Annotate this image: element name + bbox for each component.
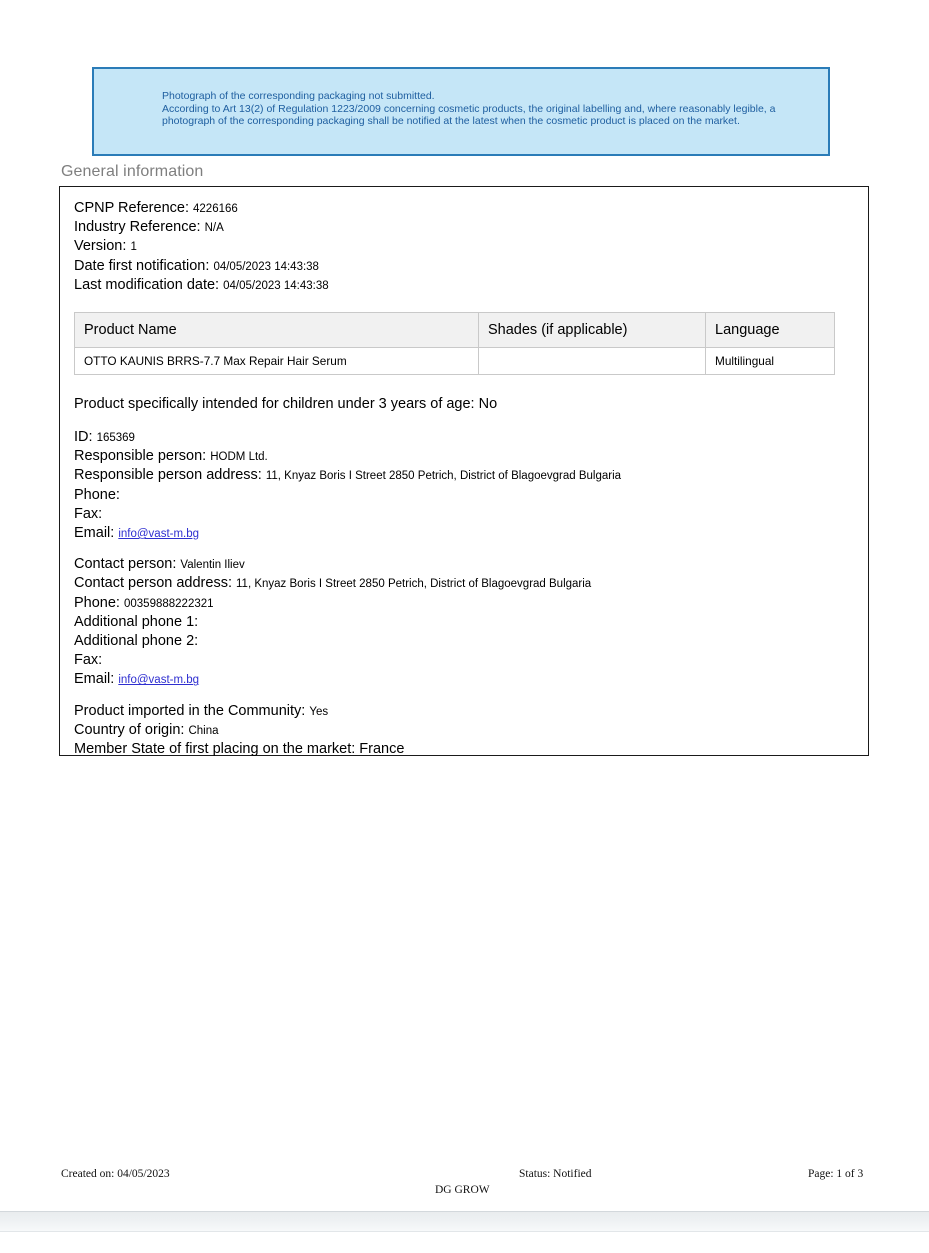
contact-person-value: Valentin Iliev xyxy=(180,559,245,572)
responsible-fax-row xyxy=(74,505,856,524)
origin-block xyxy=(74,702,856,759)
date-first-notification-label: Date first notification: xyxy=(74,257,210,274)
responsible-address-row xyxy=(74,466,856,485)
cpnp-reference-label: CPNP Reference: xyxy=(74,200,189,216)
responsible-person-label: Responsible person: xyxy=(74,448,207,465)
imported-in-community-label: Product imported in the Community: xyxy=(74,702,306,719)
cpnp-reference-row xyxy=(74,199,856,218)
industry-reference-label: Industry Reference: xyxy=(74,219,201,236)
footer-organisation: DG GROW xyxy=(435,1184,490,1196)
responsible-email-link[interactable]: info@vast-m.bg xyxy=(118,528,200,541)
contact-phone-label: Phone: xyxy=(74,594,120,611)
product-table xyxy=(74,312,835,375)
contact-address-label: Contact person address: xyxy=(74,575,232,592)
imported-in-community-row xyxy=(74,702,856,721)
contact-email-row xyxy=(74,670,856,689)
member-state-row xyxy=(74,740,856,758)
page-separator-band xyxy=(0,1211,929,1232)
responsible-id-label: ID: xyxy=(74,429,93,446)
last-modification-value: 04/05/2023 14:43:38 xyxy=(223,279,329,292)
country-of-origin-row xyxy=(74,721,856,740)
contact-additional-phone-2-row xyxy=(74,632,856,651)
responsible-id-value: 165369 xyxy=(96,432,135,445)
contact-person-label: Contact person: xyxy=(74,556,177,573)
date-first-notification-row xyxy=(74,257,856,276)
version-value: 1 xyxy=(130,241,137,254)
responsible-address-value: 11, Knyaz Boris I Street 2850 Petrich, District of Blagoevgrad Bulgaria xyxy=(265,470,622,483)
contact-email-link[interactable]: info@vast-m.bg xyxy=(118,674,200,687)
footer-status: Status: Notified xyxy=(519,1168,592,1180)
responsible-email-label: Email: xyxy=(74,525,115,542)
date-first-notification-value: 04/05/2023 14:43:38 xyxy=(213,260,319,273)
responsible-phone-label: Phone: xyxy=(74,486,120,503)
table-header-row xyxy=(75,313,835,348)
industry-reference-row xyxy=(74,218,856,237)
responsible-phone-row xyxy=(74,486,856,505)
general-information-panel xyxy=(59,186,869,756)
country-of-origin-value: China xyxy=(188,724,219,737)
contact-phone-value: 00359888222321 xyxy=(124,597,214,610)
member-state-value: France xyxy=(359,741,405,758)
children-under-three-value: No xyxy=(478,396,498,413)
children-under-three-label: Product specifically intended for children under 3 years of age: xyxy=(74,396,475,413)
packaging-photo-notice xyxy=(92,67,830,156)
footer-page-number: Page: 1 of 3 xyxy=(808,1168,864,1180)
country-of-origin-label: Country of origin: xyxy=(74,721,185,738)
responsible-email-row xyxy=(74,524,856,543)
contact-additional-phone-2-label: Additional phone 2: xyxy=(74,633,199,650)
contact-fax-row xyxy=(74,651,856,670)
column-header-shades: Shades (if applicable) xyxy=(479,313,706,348)
spacer-after-responsible xyxy=(74,543,856,555)
product-table-head xyxy=(75,313,835,348)
member-state-label: Member State of first placing on the market: xyxy=(74,741,356,758)
table-row xyxy=(75,348,835,375)
page-footer xyxy=(0,1160,929,1210)
notice-text-block xyxy=(162,90,817,128)
version-row xyxy=(74,237,856,256)
column-header-language: Language xyxy=(706,313,835,348)
contact-phone-row xyxy=(74,594,856,613)
cell-product-name: OTTO KAUNIS BRRS-7.7 Max Repair Hair Serum xyxy=(75,348,479,375)
column-header-product-name: Product Name xyxy=(75,313,479,348)
general-information-content xyxy=(74,199,856,758)
responsible-person-row xyxy=(74,447,856,466)
responsible-person-value: HODM Ltd. xyxy=(210,451,268,464)
contact-email-label: Email: xyxy=(74,671,115,688)
footer-created-on: Created on: 04/05/2023 xyxy=(61,1168,170,1180)
notice-line-1: Photograph of the corresponding packaging not submitted. xyxy=(162,90,435,102)
responsible-fax-label: Fax: xyxy=(74,505,103,522)
contact-additional-phone-1-label: Additional phone 1: xyxy=(74,613,199,630)
responsible-id-row xyxy=(74,428,856,447)
cpnp-reference-value: 4226166 xyxy=(193,203,238,215)
last-modification-label: Last modification date: xyxy=(74,276,220,293)
cell-language: Multilingual xyxy=(706,348,835,375)
responsible-address-label: Responsible person address: xyxy=(74,467,262,484)
contact-additional-phone-1-row xyxy=(74,613,856,632)
contact-address-row xyxy=(74,574,856,593)
spacer-after-children xyxy=(74,413,856,428)
product-table-body xyxy=(75,348,835,375)
imported-in-community-value: Yes xyxy=(309,705,329,718)
contact-address-value: 11, Knyaz Boris I Street 2850 Petrich, District of Blagoevgrad Bulgaria xyxy=(236,578,592,591)
contact-person-row xyxy=(74,555,856,574)
contact-fax-label: Fax: xyxy=(74,652,103,669)
spacer-after-contact xyxy=(74,690,856,702)
notice-line-2: According to Art 13(2) of Regulation 1223/2009 concerning cosmetic products, the original labelling and, where reasonably legible, a photograph of the corresponding packaging shall be notified at the latest when the cosmetic product is placed on the market. xyxy=(162,102,776,128)
page-title: General information xyxy=(61,163,204,180)
children-under-three-row xyxy=(74,395,856,413)
last-modification-row xyxy=(74,276,856,295)
industry-reference-value: N/A xyxy=(204,222,224,235)
contact-person-block xyxy=(74,555,856,689)
responsible-person-block xyxy=(74,428,856,543)
version-label: Version: xyxy=(74,238,127,255)
cell-shades xyxy=(479,348,706,375)
